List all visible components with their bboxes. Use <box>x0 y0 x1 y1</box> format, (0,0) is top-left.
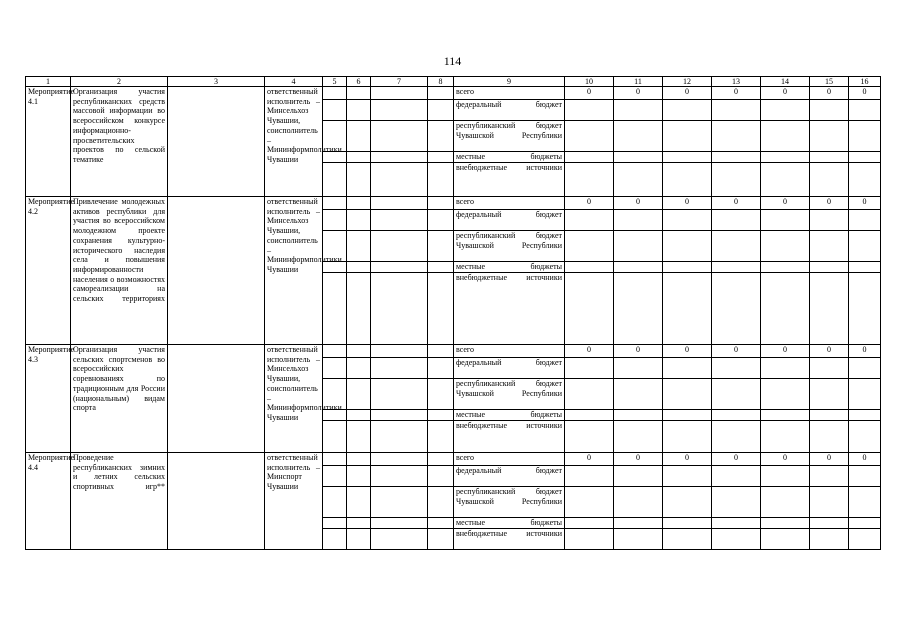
value-cell <box>565 163 614 197</box>
column-header: 10 <box>565 77 614 87</box>
cell-col-8 <box>428 231 454 262</box>
column-header: 16 <box>849 77 881 87</box>
value-cell <box>663 487 712 518</box>
funding-source-label: федеральный бюджет <box>454 358 565 379</box>
cell-col-7 <box>371 163 428 197</box>
total-value: 0 <box>761 87 810 100</box>
value-cell <box>810 487 849 518</box>
total-value: 0 <box>761 345 810 358</box>
cell-col-7 <box>371 87 428 100</box>
value-cell <box>849 466 881 487</box>
column-header: 2 <box>71 77 168 87</box>
value-cell <box>761 379 810 410</box>
value-cell <box>849 231 881 262</box>
value-cell <box>565 379 614 410</box>
measure-id: Мероприятие 4.2 <box>26 197 71 345</box>
funding-source-label: республиканский бюджет Чувашской Республики <box>454 231 565 262</box>
total-value: 0 <box>663 345 712 358</box>
cell-col-8 <box>428 466 454 487</box>
measure-col-3 <box>168 87 265 197</box>
value-cell <box>712 231 761 262</box>
total-value: 0 <box>712 197 761 210</box>
total-value: 0 <box>663 87 712 100</box>
value-cell <box>761 518 810 529</box>
total-value: 0 <box>849 453 881 466</box>
cell-col-8 <box>428 421 454 453</box>
total-value: 0 <box>663 197 712 210</box>
cell-col-5 <box>323 100 347 121</box>
value-cell <box>849 487 881 518</box>
value-cell <box>849 262 881 273</box>
table-body <box>26 77 881 550</box>
measure-col-3 <box>168 197 265 345</box>
cell-col-8 <box>428 163 454 197</box>
total-value: 0 <box>565 87 614 100</box>
total-value: 0 <box>614 453 663 466</box>
cell-col-6 <box>347 453 371 466</box>
cell-col-5 <box>323 518 347 529</box>
measure-name: Организация участия республиканских средств массовой информации во всероссийском конкурсе информационно-просветительских проектов по сельской тематике <box>71 87 168 197</box>
cell-col-7 <box>371 518 428 529</box>
column-header: 13 <box>712 77 761 87</box>
funding-source-label: внебюджетные источники <box>454 529 565 550</box>
cell-col-6 <box>347 518 371 529</box>
cell-col-7 <box>371 210 428 231</box>
value-cell <box>614 487 663 518</box>
measure-id: Мероприятие 4.4 <box>26 453 71 550</box>
cell-col-8 <box>428 518 454 529</box>
cell-col-8 <box>428 262 454 273</box>
value-cell <box>849 121 881 152</box>
cell-col-6 <box>347 152 371 163</box>
value-cell <box>849 379 881 410</box>
value-cell <box>614 379 663 410</box>
value-cell <box>663 100 712 121</box>
total-value: 0 <box>810 87 849 100</box>
column-header: 7 <box>371 77 428 87</box>
column-header: 5 <box>323 77 347 87</box>
value-cell <box>712 379 761 410</box>
column-header: 8 <box>428 77 454 87</box>
cell-col-5 <box>323 87 347 100</box>
value-cell <box>810 100 849 121</box>
value-cell <box>712 273 761 345</box>
value-cell <box>761 529 810 550</box>
cell-col-7 <box>371 410 428 421</box>
value-cell <box>565 466 614 487</box>
cell-col-7 <box>371 121 428 152</box>
value-cell <box>565 273 614 345</box>
cell-col-8 <box>428 197 454 210</box>
cell-col-6 <box>347 231 371 262</box>
value-cell <box>614 410 663 421</box>
total-value: 0 <box>810 345 849 358</box>
value-cell <box>565 358 614 379</box>
cell-col-7 <box>371 487 428 518</box>
measure-executor: ответственный исполнитель – Минсельхоз Чувашии, соисполнитель – Мининформполитики Чувашии <box>265 87 323 197</box>
value-cell <box>663 231 712 262</box>
total-value: 0 <box>849 345 881 358</box>
cell-col-8 <box>428 152 454 163</box>
column-header: 11 <box>614 77 663 87</box>
cell-col-6 <box>347 421 371 453</box>
value-cell <box>614 466 663 487</box>
funding-source-label: внебюджетные источники <box>454 421 565 453</box>
cell-col-5 <box>323 273 347 345</box>
value-cell <box>761 262 810 273</box>
funding-source-label: федеральный бюджет <box>454 466 565 487</box>
funding-source-label: всего <box>454 345 565 358</box>
total-value: 0 <box>712 87 761 100</box>
cell-col-8 <box>428 529 454 550</box>
value-cell <box>565 121 614 152</box>
cell-col-5 <box>323 358 347 379</box>
cell-col-7 <box>371 358 428 379</box>
cell-col-6 <box>347 410 371 421</box>
value-cell <box>849 410 881 421</box>
value-cell <box>565 410 614 421</box>
value-cell <box>849 529 881 550</box>
value-cell <box>614 358 663 379</box>
total-value: 0 <box>663 453 712 466</box>
funding-source-label: федеральный бюджет <box>454 210 565 231</box>
funding-source-label: местные бюджеты <box>454 518 565 529</box>
cell-col-6 <box>347 345 371 358</box>
value-cell <box>712 152 761 163</box>
column-header-row <box>26 77 881 87</box>
value-cell <box>663 518 712 529</box>
cell-col-5 <box>323 421 347 453</box>
cell-col-6 <box>347 210 371 231</box>
value-cell <box>614 529 663 550</box>
column-header: 9 <box>454 77 565 87</box>
value-cell <box>761 466 810 487</box>
value-cell <box>810 466 849 487</box>
value-cell <box>810 358 849 379</box>
measure-name: Проведение республиканских зимних и летних сельских спортивных игр** <box>71 453 168 550</box>
total-value: 0 <box>614 87 663 100</box>
value-cell <box>565 262 614 273</box>
table-row <box>26 197 881 210</box>
total-value: 0 <box>761 453 810 466</box>
column-header: 15 <box>810 77 849 87</box>
value-cell <box>614 231 663 262</box>
cell-col-8 <box>428 487 454 518</box>
value-cell <box>565 529 614 550</box>
value-cell <box>810 410 849 421</box>
value-cell <box>663 163 712 197</box>
measures-table <box>25 76 881 550</box>
value-cell <box>614 262 663 273</box>
cell-col-6 <box>347 379 371 410</box>
column-header: 6 <box>347 77 371 87</box>
value-cell <box>565 231 614 262</box>
value-cell <box>565 487 614 518</box>
funding-source-label: всего <box>454 453 565 466</box>
value-cell <box>849 163 881 197</box>
cell-col-6 <box>347 87 371 100</box>
cell-col-6 <box>347 529 371 550</box>
value-cell <box>663 421 712 453</box>
cell-col-7 <box>371 231 428 262</box>
value-cell <box>663 529 712 550</box>
cell-col-8 <box>428 121 454 152</box>
value-cell <box>663 466 712 487</box>
value-cell <box>810 163 849 197</box>
measure-name: Привлечение молодежных активов республики для участия во всероссийском молодежном проекте сохранения культурно-исторического наследия села и повышения информированности населения о возможностях самореализации на сельских территориях <box>71 197 168 345</box>
value-cell <box>761 121 810 152</box>
cell-col-5 <box>323 163 347 197</box>
cell-col-7 <box>371 466 428 487</box>
value-cell <box>810 379 849 410</box>
value-cell <box>712 518 761 529</box>
cell-col-5 <box>323 466 347 487</box>
measure-executor: ответственный исполнитель – Минсельхоз Чувашии, соисполнитель – Мининформполитики Чувашии <box>265 197 323 345</box>
cell-col-7 <box>371 421 428 453</box>
value-cell <box>565 518 614 529</box>
value-cell <box>761 231 810 262</box>
cell-col-8 <box>428 453 454 466</box>
column-header: 4 <box>265 77 323 87</box>
cell-col-7 <box>371 273 428 345</box>
value-cell <box>663 152 712 163</box>
cell-col-6 <box>347 273 371 345</box>
column-header: 14 <box>761 77 810 87</box>
value-cell <box>712 121 761 152</box>
value-cell <box>810 152 849 163</box>
value-cell <box>810 210 849 231</box>
cell-col-8 <box>428 345 454 358</box>
cell-col-8 <box>428 210 454 231</box>
value-cell <box>663 210 712 231</box>
cell-col-8 <box>428 273 454 345</box>
total-value: 0 <box>712 345 761 358</box>
cell-col-6 <box>347 197 371 210</box>
value-cell <box>614 152 663 163</box>
cell-col-7 <box>371 529 428 550</box>
cell-col-8 <box>428 379 454 410</box>
value-cell <box>663 379 712 410</box>
funding-source-label: всего <box>454 197 565 210</box>
total-value: 0 <box>849 197 881 210</box>
total-value: 0 <box>614 345 663 358</box>
value-cell <box>849 100 881 121</box>
value-cell <box>810 529 849 550</box>
value-cell <box>614 210 663 231</box>
value-cell <box>614 518 663 529</box>
measure-col-3 <box>168 453 265 550</box>
value-cell <box>565 152 614 163</box>
funding-source-label: республиканский бюджет Чувашской Республики <box>454 379 565 410</box>
cell-col-6 <box>347 262 371 273</box>
funding-source-label: внебюджетные источники <box>454 273 565 345</box>
cell-col-6 <box>347 121 371 152</box>
value-cell <box>712 358 761 379</box>
cell-col-7 <box>371 152 428 163</box>
value-cell <box>810 518 849 529</box>
value-cell <box>761 210 810 231</box>
value-cell <box>614 100 663 121</box>
cell-col-5 <box>323 345 347 358</box>
funding-source-label: федеральный бюджет <box>454 100 565 121</box>
funding-source-label: местные бюджеты <box>454 262 565 273</box>
value-cell <box>810 231 849 262</box>
value-cell <box>849 210 881 231</box>
cell-col-6 <box>347 466 371 487</box>
cell-col-6 <box>347 358 371 379</box>
measure-name: Организация участия сельских спортсменов во всероссийских соревнованиях по традиционным для России (национальным) видам спорта <box>71 345 168 453</box>
table-row <box>26 345 881 358</box>
value-cell <box>849 421 881 453</box>
value-cell <box>663 262 712 273</box>
cell-col-8 <box>428 358 454 379</box>
measure-executor: ответственный исполнитель – Минсельхоз Чувашии, соисполнитель – Мининформполитики Чувашии <box>265 345 323 453</box>
funding-source-label: всего <box>454 87 565 100</box>
funding-source-label: внебюджетные источники <box>454 163 565 197</box>
value-cell <box>810 273 849 345</box>
cell-col-7 <box>371 453 428 466</box>
total-value: 0 <box>614 197 663 210</box>
value-cell <box>565 100 614 121</box>
value-cell <box>761 273 810 345</box>
cell-col-7 <box>371 262 428 273</box>
funding-source-label: местные бюджеты <box>454 152 565 163</box>
value-cell <box>810 421 849 453</box>
value-cell <box>810 121 849 152</box>
value-cell <box>712 163 761 197</box>
value-cell <box>712 529 761 550</box>
page-number: 114 <box>443 54 462 68</box>
value-cell <box>712 487 761 518</box>
measure-id: Мероприятие 4.3 <box>26 345 71 453</box>
value-cell <box>712 210 761 231</box>
value-cell <box>663 358 712 379</box>
total-value: 0 <box>565 197 614 210</box>
column-header: 12 <box>663 77 712 87</box>
value-cell <box>614 421 663 453</box>
cell-col-7 <box>371 345 428 358</box>
value-cell <box>849 518 881 529</box>
total-value: 0 <box>761 197 810 210</box>
value-cell <box>663 121 712 152</box>
measure-id: Мероприятие 4.1 <box>26 87 71 197</box>
cell-col-5 <box>323 210 347 231</box>
total-value: 0 <box>810 453 849 466</box>
value-cell <box>761 421 810 453</box>
value-cell <box>761 100 810 121</box>
value-cell <box>663 273 712 345</box>
cell-col-8 <box>428 410 454 421</box>
total-value: 0 <box>849 87 881 100</box>
value-cell <box>849 358 881 379</box>
cell-col-7 <box>371 197 428 210</box>
value-cell <box>849 273 881 345</box>
table-row <box>26 453 881 466</box>
cell-col-5 <box>323 529 347 550</box>
column-header: 1 <box>26 77 71 87</box>
value-cell <box>712 421 761 453</box>
cell-col-6 <box>347 163 371 197</box>
value-cell <box>712 262 761 273</box>
value-cell <box>712 100 761 121</box>
measure-col-3 <box>168 345 265 453</box>
value-cell <box>761 487 810 518</box>
total-value: 0 <box>565 453 614 466</box>
measure-executor: ответственный исполнитель – Минспорт Чувашии <box>265 453 323 550</box>
funding-source-label: республиканский бюджет Чувашской Республики <box>454 121 565 152</box>
funding-source-label: местные бюджеты <box>454 410 565 421</box>
table-row <box>26 87 881 100</box>
cell-col-5 <box>323 487 347 518</box>
cell-col-6 <box>347 100 371 121</box>
value-cell <box>614 273 663 345</box>
column-header: 3 <box>168 77 265 87</box>
value-cell <box>849 152 881 163</box>
cell-col-5 <box>323 197 347 210</box>
value-cell <box>565 421 614 453</box>
cell-col-7 <box>371 379 428 410</box>
value-cell <box>614 121 663 152</box>
cell-col-7 <box>371 100 428 121</box>
cell-col-8 <box>428 87 454 100</box>
value-cell <box>565 210 614 231</box>
cell-col-6 <box>347 487 371 518</box>
cell-col-5 <box>323 453 347 466</box>
total-value: 0 <box>565 345 614 358</box>
cell-col-8 <box>428 100 454 121</box>
value-cell <box>761 163 810 197</box>
value-cell <box>712 466 761 487</box>
total-value: 0 <box>712 453 761 466</box>
funding-source-label: республиканский бюджет Чувашской Республики <box>454 487 565 518</box>
value-cell <box>614 163 663 197</box>
value-cell <box>761 152 810 163</box>
value-cell <box>663 410 712 421</box>
value-cell <box>761 410 810 421</box>
total-value: 0 <box>810 197 849 210</box>
value-cell <box>810 262 849 273</box>
value-cell <box>712 410 761 421</box>
value-cell <box>761 358 810 379</box>
